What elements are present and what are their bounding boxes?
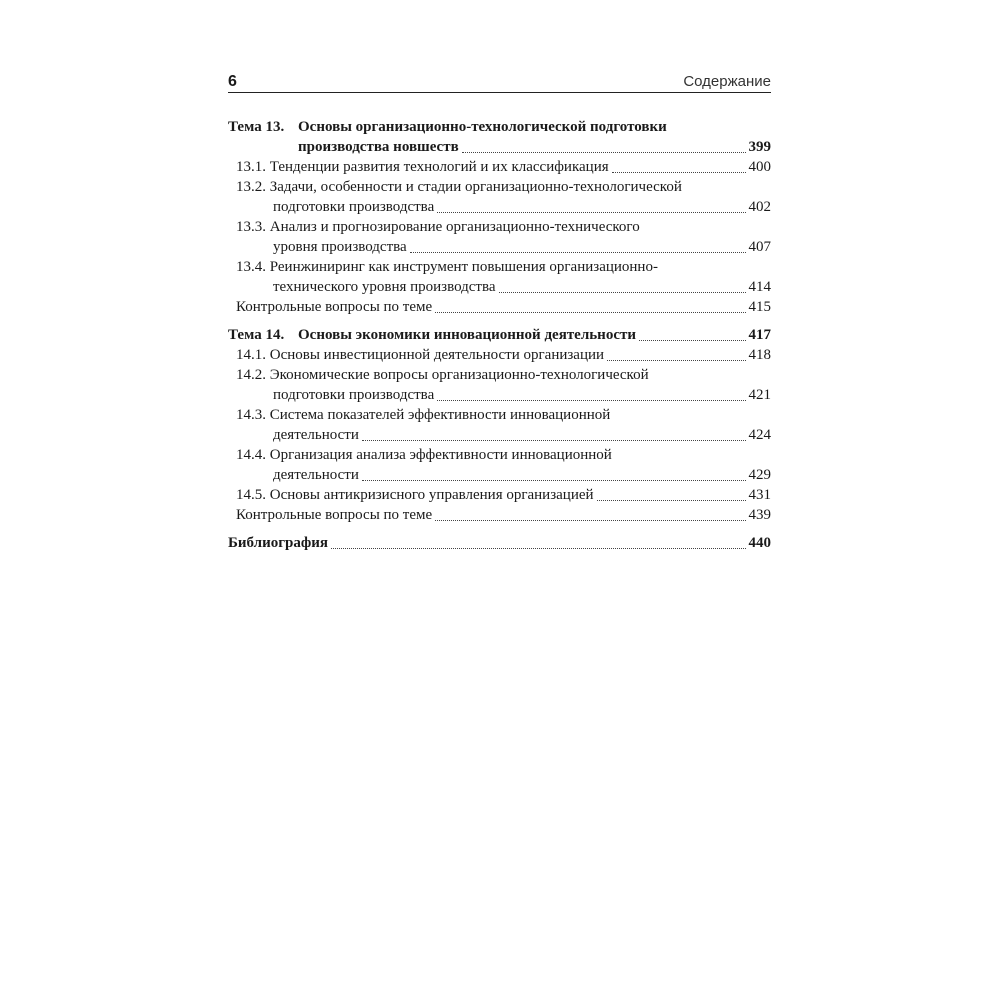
toc-item-title-cont: технического уровня производства xyxy=(273,279,496,295)
dot-leader xyxy=(435,300,745,313)
toc-item xyxy=(228,505,771,525)
topic-title-line: Основы экономики инновационной деятельности xyxy=(298,327,636,343)
page-ref: 417 xyxy=(748,327,771,343)
running-header xyxy=(228,72,771,93)
toc-item-title: Контрольные вопросы по теме xyxy=(236,299,433,315)
dot-leader xyxy=(437,200,745,213)
toc-item-title: 13.4. Реинжиниринг как инструмент повышения организационно- xyxy=(236,259,658,275)
toc-item xyxy=(228,445,771,485)
page-ref: 429 xyxy=(748,467,771,483)
dot-leader xyxy=(639,328,746,341)
page-ref: 402 xyxy=(748,199,771,215)
toc-item-title: 14.1. Основы инвестиционной деятельности организации xyxy=(236,347,605,363)
toc-topic-14 xyxy=(228,325,771,525)
page-ref: 424 xyxy=(748,427,771,443)
toc-item xyxy=(228,177,771,217)
dot-leader xyxy=(435,508,745,521)
document-page xyxy=(228,72,771,553)
page-ref: 431 xyxy=(748,487,771,503)
topic-title-line: Основы организационно-технологической подготовки xyxy=(298,119,667,135)
page-ref: 418 xyxy=(748,347,771,363)
toc-item-title: 14.3. Система показателей эффективности инновационной xyxy=(236,407,611,423)
toc-item-title: 13.3. Анализ и прогнозирование организационно-технического xyxy=(236,219,640,235)
toc-item xyxy=(228,297,771,317)
toc-item xyxy=(228,257,771,297)
toc-item xyxy=(228,157,771,177)
page-ref: 421 xyxy=(748,387,771,403)
page-number: 6 xyxy=(228,73,237,90)
toc-item xyxy=(228,217,771,257)
topic-title-line: производства новшеств xyxy=(298,139,459,155)
toc-topic-13 xyxy=(228,117,771,317)
dot-leader xyxy=(612,160,746,173)
toc-item xyxy=(228,365,771,405)
toc-item-title-cont: подготовки производства xyxy=(273,387,435,403)
dot-leader xyxy=(499,280,746,293)
dot-leader xyxy=(607,348,745,361)
toc-topic-heading xyxy=(228,117,771,157)
topic-label: Тема 13. xyxy=(228,119,285,135)
toc-item-title: 13.1. Тенденции развития технологий и их классификация xyxy=(236,159,609,175)
page-ref: 400 xyxy=(748,159,771,175)
toc-bibliography xyxy=(228,533,771,553)
bibliography-title: Библиография xyxy=(228,535,329,551)
toc-item-title-cont: уровня производства xyxy=(273,239,407,255)
page-ref: 439 xyxy=(748,507,771,523)
toc-item-title: 14.5. Основы антикризисного управления организацией xyxy=(236,487,594,503)
dot-leader xyxy=(437,388,745,401)
toc-item-title-cont: деятельности xyxy=(273,427,359,443)
toc-item-title-cont: деятельности xyxy=(273,467,359,483)
topic-label: Тема 14. xyxy=(228,327,285,343)
toc-item-title-cont: подготовки производства xyxy=(273,199,435,215)
dot-leader xyxy=(362,428,746,441)
section-title: Содержание xyxy=(683,73,771,90)
toc-item xyxy=(228,405,771,445)
toc-item-title: Контрольные вопросы по теме xyxy=(236,507,433,523)
dot-leader xyxy=(597,488,746,501)
dot-leader xyxy=(362,468,746,481)
page-ref: 415 xyxy=(748,299,771,315)
dot-leader xyxy=(331,536,745,549)
dot-leader xyxy=(410,240,746,253)
table-of-contents xyxy=(228,117,771,553)
toc-item xyxy=(228,345,771,365)
toc-item-title: 13.2. Задачи, особенности и стадии организационно-технологической xyxy=(236,179,682,195)
page-ref: 407 xyxy=(748,239,771,255)
toc-item xyxy=(228,485,771,505)
page-ref: 399 xyxy=(748,139,771,155)
page-ref: 440 xyxy=(748,535,771,551)
page-ref: 414 xyxy=(748,279,771,295)
toc-item-title: 14.2. Экономические вопросы организационно-технологической xyxy=(236,367,649,383)
toc-item-title: 14.4. Организация анализа эффективности инновационной xyxy=(236,447,612,463)
toc-topic-heading xyxy=(228,325,771,345)
dot-leader xyxy=(462,140,746,153)
